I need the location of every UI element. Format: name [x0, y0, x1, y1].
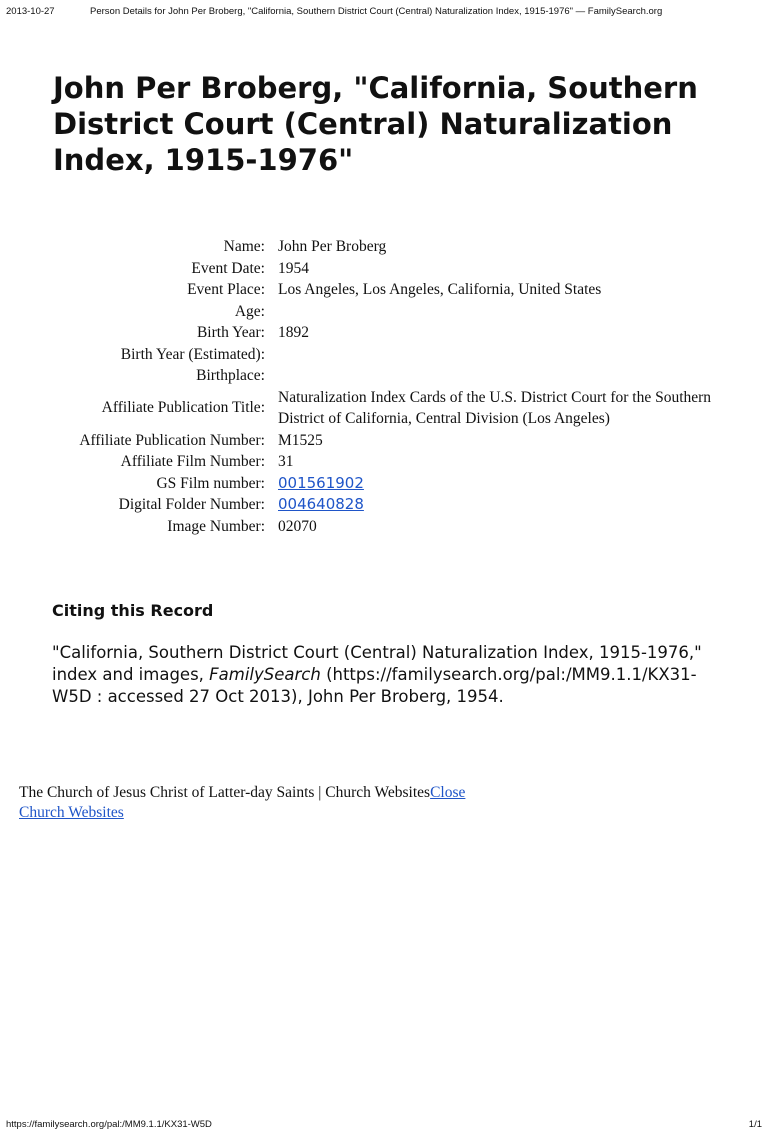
birthplace-label: Birthplace:: [196, 367, 265, 384]
print-header: [6, 6, 762, 20]
print-document-title: Person Details for John Per Broberg, "California, Southern District Court (Central) Naturalization Index, 1915-1976" — FamilySearch.org: [90, 6, 663, 17]
record-row-age: [0, 301, 718, 323]
record-row-affiliate-publication-title: [0, 387, 718, 430]
record-row-event-date: [0, 258, 718, 280]
record-row-birth-year: [0, 322, 718, 344]
name-value: John Per Broberg: [278, 238, 387, 255]
event-date-label: Event Date:: [191, 259, 265, 277]
affiliate-publication-number-value: M1525: [278, 431, 323, 449]
gs-film-number-link[interactable]: 001561902: [278, 473, 364, 492]
digital-folder-number-label: Digital Folder Number:: [118, 496, 265, 513]
record-row-name: [0, 236, 718, 258]
citation-familysearch: FamilySearch: [209, 665, 321, 684]
birth-year-value: 1892: [278, 324, 309, 341]
affiliate-publication-number-label: Affiliate Publication Number:: [79, 431, 265, 449]
citation-text-after: (https://familysearch.org/pal:/MM9.1.1/KX31-W5D : accessed 27 Oct 2013), John Per Broberg, 1954.: [52, 665, 697, 706]
record-row-digital-folder-number: [0, 494, 718, 516]
footer-links: [19, 783, 519, 823]
birth-year-estimated-value: [278, 344, 718, 366]
citation-text: [52, 642, 732, 708]
record-row-affiliate-film-number: [0, 451, 718, 473]
affiliate-film-number-label: Affiliate Film Number:: [120, 453, 265, 470]
digital-folder-number-link[interactable]: 004640828: [278, 495, 364, 513]
image-number-value: 02070: [278, 517, 317, 535]
record-row-birthplace: [0, 365, 718, 387]
citation-text-before: "California, Southern District Court (Central) Naturalization Index, 1915-1976," index and images,: [52, 643, 702, 684]
age-value: [278, 301, 718, 323]
citing-heading: Citing this Record: [52, 601, 214, 620]
church-websites-link[interactable]: Church Websites: [19, 804, 124, 821]
image-number-label: Image Number:: [167, 517, 265, 535]
record-row-gs-film-number: [0, 473, 718, 495]
page-title: John Per Broberg, "California, Southern District Court (Central) Naturalization Index, 1915-1976": [53, 71, 698, 177]
print-page-count: 1/1: [748, 1119, 762, 1130]
gs-film-number-label: GS Film number:: [156, 474, 265, 492]
birth-year-estimated-label: Birth Year (Estimated):: [120, 345, 265, 363]
event-place-value: Los Angeles, Los Angeles, California, United States: [278, 281, 602, 298]
record-row-affiliate-publication-number: [0, 430, 718, 452]
footer-church-text: The Church of Jesus Christ of Latter-day Saints | Church Websites: [19, 784, 431, 801]
event-date-value: 1954: [278, 259, 309, 277]
birth-year-label: Birth Year:: [196, 324, 265, 341]
affiliate-publication-title-value: Naturalization Index Cards of the U.S. District Court for the Southern District of California, Central Division (Los Angeles): [278, 388, 712, 427]
record-row-event-place: [0, 279, 718, 301]
affiliate-film-number-value: 31: [278, 453, 294, 470]
name-label: Name:: [223, 238, 265, 255]
event-place-label: Event Place:: [187, 281, 265, 298]
record-row-birth-year-estimated: [0, 344, 718, 366]
digital-folder-number-cell: [278, 494, 718, 516]
close-link[interactable]: Close: [430, 784, 466, 801]
print-url: https://familysearch.org/pal:/MM9.1.1/KX31-W5D: [6, 1119, 212, 1130]
print-date: 2013-10-27: [6, 6, 55, 17]
print-footer: [6, 1116, 762, 1130]
age-label: Age:: [234, 302, 265, 320]
birthplace-value: [278, 365, 718, 387]
record-row-image-number: [0, 516, 718, 538]
record-details-table: [0, 236, 718, 537]
gs-film-number-cell: [278, 473, 718, 495]
affiliate-publication-title-label: Affiliate Publication Title:: [101, 399, 265, 417]
